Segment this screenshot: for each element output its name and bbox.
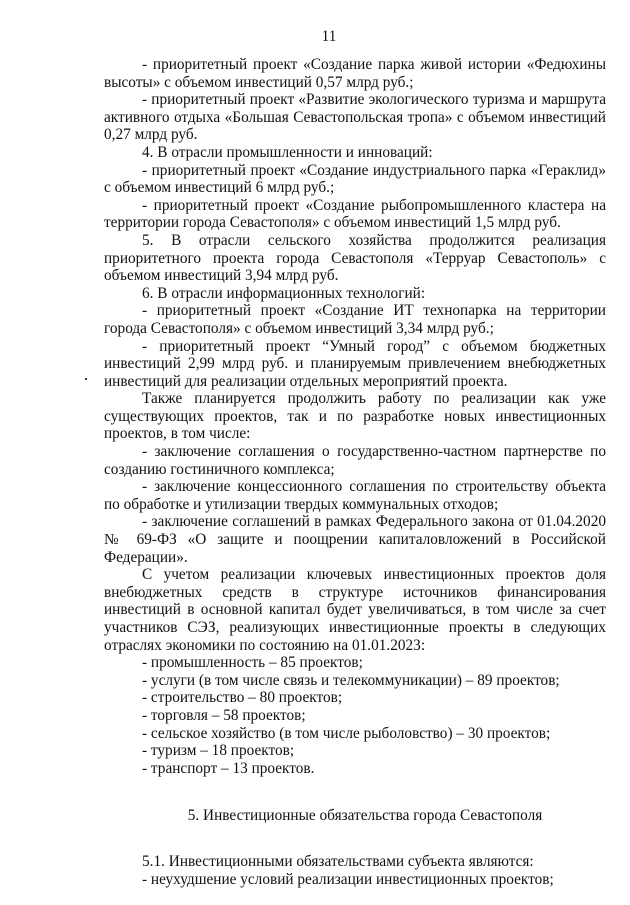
paragraph-smart-city: - приоритетный проект “Умный город” с объемом бюджетных инвестиций 2,99 млрд руб. и планируемым привлечением внебюджетных инвестиций для реализации отдельных мероприятий проекта. bbox=[104, 337, 606, 390]
list-item: - услуги (в том числе связь и телекоммуникации) – 89 проектов; bbox=[142, 671, 560, 689]
list-item: - туризм – 18 проектов; bbox=[142, 742, 295, 760]
paragraph-obligations-intro: 5.1. Инвестиционными обязательствами субъекта являются: bbox=[142, 852, 534, 870]
page-number: 11 bbox=[321, 28, 337, 45]
paragraph-also-planned: Также планируется продолжить работу по реализации как уже существующих проектов, так и по разработке новых инвестиционных проектов, в том числе: bbox=[104, 390, 606, 443]
paragraph-federal-law: - заключение соглашений в рамках Федерального закона от 01.04.2020 № 69-ФЗ «О защите и поощрении капиталовложений в Российской Федерации». bbox=[104, 513, 606, 566]
paragraph-geraklid: - приоритетный проект «Создание индустриального парка «Гераклид» с объемом инвестиций 6 млрд руб.; bbox=[104, 161, 606, 197]
paragraph-it-technopark: - приоритетный проект «Создание ИТ технопарка на территории города Севастополя» с объемом инвестиций 3,34 млрд руб.; bbox=[104, 302, 606, 337]
paragraph-ppp-hotel: - заключение соглашения о государственно-частном партнерстве по созданию гостиничного комплекса; bbox=[104, 443, 606, 478]
paragraph-no-worsening: - неухудшение условий реализации инвестиционных проектов; bbox=[142, 870, 554, 888]
paragraph-industry-heading: 4. В отрасли промышленности и инноваций: bbox=[142, 143, 433, 161]
paragraph-eco-tourism: - приоритетный проект «Развитие экологического туризма и маршрута активного отдыха «Большая Севастопольская тропа» с объемом инвестиций 0,27 млрд руб. bbox=[104, 91, 606, 144]
document-body bbox=[104, 56, 606, 888]
scan-speck bbox=[85, 378, 87, 380]
paragraph-fish-cluster: - приоритетный проект «Создание рыбопромышленного кластера на территории города Севастополя» с объемом инвестиций 1,5 млрд руб. bbox=[104, 196, 606, 232]
sector-list bbox=[104, 654, 606, 777]
list-item: - строительство – 80 проектов; bbox=[142, 689, 343, 707]
list-item: - промышленность – 85 проектов; bbox=[142, 654, 363, 672]
list-item: - сельское хозяйство (в том числе рыболовство) – 30 проектов; bbox=[142, 724, 551, 742]
paragraph-extrabudgetary: С учетом реализации ключевых инвестиционных проектов доля внебюджетных средств в структуре источников финансирования инвестиций в основной капитал будет увеличиваться, в том числе за счет участников СЭЗ, реализующих инвестиционные проекты в следующих отраслях экономики по состоянию на 01.01.2023: bbox=[104, 566, 606, 654]
list-item: - торговля – 58 проектов; bbox=[142, 706, 306, 724]
list-item: - транспорт – 13 проектов. bbox=[142, 759, 315, 777]
paragraph-park-fedyukhiny: - приоритетный проект «Создание парка живой истории «Федюхины высоты» с объемом инвестиций 0,57 млрд руб.; bbox=[104, 56, 606, 91]
paragraph-agriculture: 5. В отрасли сельского хозяйства продолжится реализация приоритетного проекта города Севастополя «Терруар Севастополь» с объемом инвестиций 3,94 млрд руб. bbox=[104, 231, 606, 285]
section-heading: 5. Инвестиционные обязательства города Севастополя bbox=[187, 807, 543, 825]
section-body bbox=[104, 853, 606, 888]
paragraph-it-heading: 6. В отрасли информационных технологий: bbox=[142, 284, 426, 302]
paragraph-concession-waste: - заключение концессионного соглашения по строительству объекта по обработке и утилизации твердых коммунальных отходов; bbox=[104, 478, 606, 513]
